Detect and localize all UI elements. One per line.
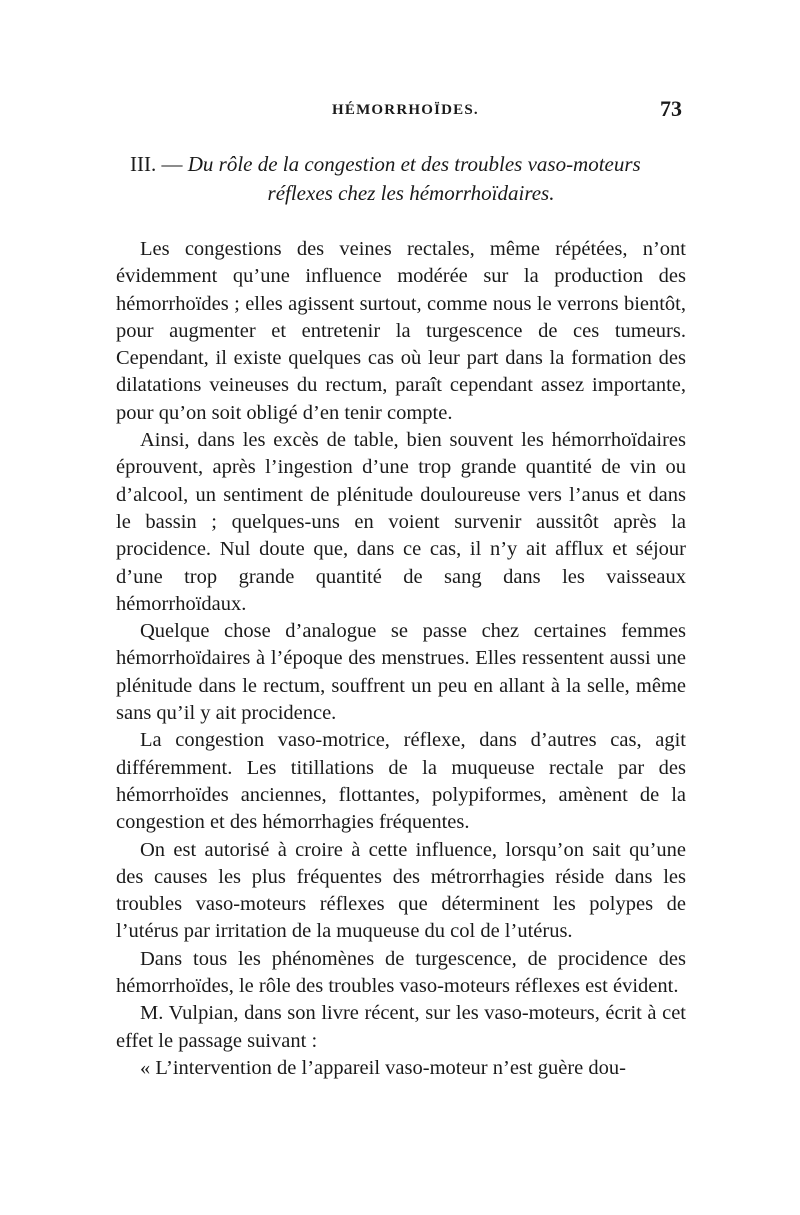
- body-text: [116, 236, 686, 1082]
- page-number: 73: [660, 96, 682, 121]
- section-heading-line-1: [116, 150, 686, 179]
- section-title-part-2: réflexes chez les hémorrhoïdaires.: [267, 181, 555, 205]
- section-number: III. —: [130, 152, 183, 176]
- section-heading: [116, 150, 686, 208]
- paragraph: « L’intervention de l’appareil vaso-moteur n’est guère dou-: [140, 1056, 626, 1079]
- running-head: [116, 96, 686, 126]
- running-title: HÉMORRHOÏDES.: [332, 102, 479, 118]
- paragraph: La congestion vaso-motrice, réflexe, dans d’autres cas, agit différemment. Les titillations de la muqueuse rectale par des hémorrhoïdes anciennes, flottantes, polypiformes, amènent de la congestion et des hémorrhagies fréquentes.: [116, 729, 686, 834]
- paragraph: Ainsi, dans les excès de table, bien souvent les hémorrhoïdaires éprouvent, après l’ingestion d’une trop grande quantité de vin ou d’alcool, un sentiment de plénitude douloureuse vers l’anus et dans le bassin ; quelques-uns en voient survenir aussitôt après la procidence. Nul doute que, dans ce cas, il n’y ait afflux et séjour d’une trop grande quantité de sang dans les vaisseaux hémorrhoïdaux.: [116, 429, 686, 615]
- paragraph: On est autorisé à croire à cette influence, lorsqu’on sait qu’une des causes les plus fréquentes des métrorrhagies réside dans les troubles vaso-moteurs réflexes que déterminent les polypes de l’utérus par irritation de la muqueuse du col de l’utérus.: [116, 838, 686, 943]
- paragraph: Quelque chose d’analogue se passe chez certaines femmes hémorrhoïdaires à l’époque des menstrues. Elles ressentent aussi une plénitude dans le rectum, souffrent un peu en allant à la selle, même sans qu’il y ait procidence.: [116, 620, 686, 725]
- section-title-part-1: Du rôle de la congestion et des troubles vaso-moteurs: [187, 152, 641, 176]
- paragraph: Les congestions des veines rectales, même répétées, n’ont évidemment qu’une influence modérée sur la production des hémorrhoïdes ; elles agissent surtout, comme nous le verrons bientôt, pour augmenter et entretenir la turgescence de ces tumeurs. Cependant, il existe quelques cas où leur part dans la formation des dilatations veineuses du rectum, paraît cependant assez importante, pour qu’on soit obligé d’en tenir compte.: [116, 238, 686, 424]
- paragraph: Dans tous les phénomènes de turgescence, de procidence des hémorrhoïdes, le rôle des troubles vaso-moteurs réflexes est évident.: [116, 947, 686, 998]
- paragraph: M. Vulpian, dans son livre récent, sur les vaso-moteurs, écrit à cet effet le passage suivant :: [116, 1002, 686, 1052]
